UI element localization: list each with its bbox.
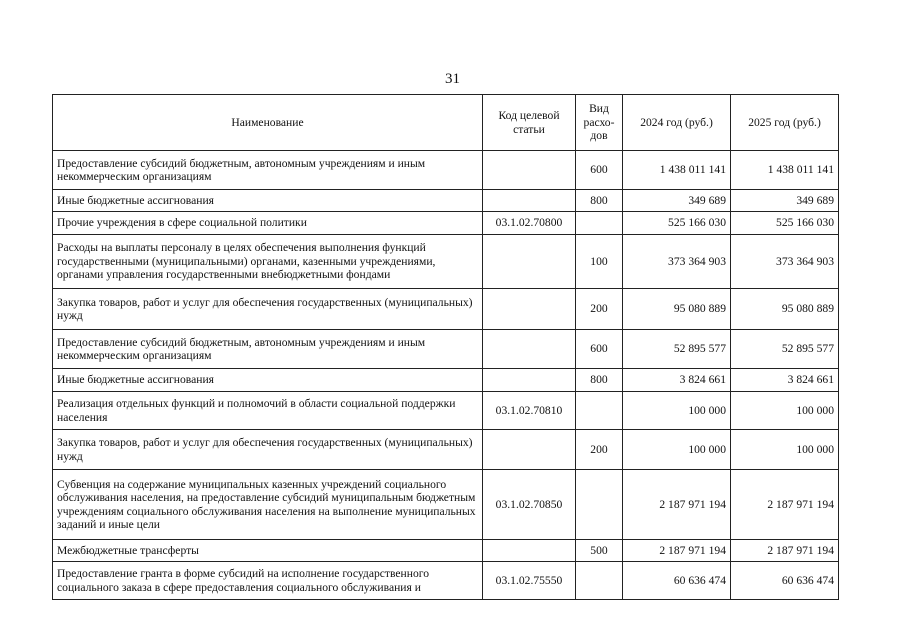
row-name: Субвенция на содержание муниципальных казенных учреждений социального обслуживания населения, на предоставление субсидий муниципальным бюджетным учреждениям социального обслуживания населения на выполнение муниципальных заданий и иные цели (53, 470, 483, 540)
row-2025: 60 636 474 (731, 562, 839, 600)
header-name: Наименование (53, 95, 483, 151)
header-2024: 2024 год (руб.) (623, 95, 731, 151)
row-2024: 1 438 011 141 (623, 151, 731, 190)
table-row (53, 392, 839, 430)
row-code (483, 235, 576, 289)
row-2025: 52 895 577 (731, 330, 839, 369)
row-code: 03.1.02.70810 (483, 392, 576, 430)
row-name: Предоставление субсидий бюджетным, автономным учреждениям и иным некоммерческим организациям (53, 330, 483, 369)
row-kind: 100 (576, 235, 623, 289)
row-name: Иные бюджетные ассигнования (53, 190, 483, 212)
row-kind: 600 (576, 330, 623, 369)
table-row (53, 430, 839, 470)
row-2024: 60 636 474 (623, 562, 731, 600)
row-kind: 600 (576, 151, 623, 190)
table-header-row (53, 95, 839, 151)
table-row (53, 151, 839, 190)
row-code (483, 190, 576, 212)
row-2024: 52 895 577 (623, 330, 731, 369)
row-kind: 200 (576, 430, 623, 470)
header-2025: 2025 год (руб.) (731, 95, 839, 151)
row-kind: 500 (576, 540, 623, 562)
row-2025: 100 000 (731, 430, 839, 470)
table-row (53, 562, 839, 600)
table-row (53, 212, 839, 235)
table-row (53, 369, 839, 392)
row-2025: 373 364 903 (731, 235, 839, 289)
row-2025: 3 824 661 (731, 369, 839, 392)
row-name: Предоставление субсидий бюджетным, автономным учреждениям и иным некоммерческим организациям (53, 151, 483, 190)
table-row (53, 540, 839, 562)
row-2025: 2 187 971 194 (731, 540, 839, 562)
row-2024: 349 689 (623, 190, 731, 212)
budget-table (52, 94, 839, 600)
row-2025: 2 187 971 194 (731, 470, 839, 540)
row-name: Расходы на выплаты персоналу в целях обеспечения выполнения функций государственными (муниципальными) органами, казенными учреждениями, органами управления государственными внебюджетными фондами (53, 235, 483, 289)
row-kind: 800 (576, 369, 623, 392)
row-2025: 1 438 011 141 (731, 151, 839, 190)
row-2025: 525 166 030 (731, 212, 839, 235)
row-code (483, 151, 576, 190)
row-2024: 2 187 971 194 (623, 470, 731, 540)
row-2024: 525 166 030 (623, 212, 731, 235)
row-name: Закупка товаров, работ и услуг для обеспечения государственных (муниципальных) нужд (53, 289, 483, 330)
row-kind: 200 (576, 289, 623, 330)
table-row (53, 190, 839, 212)
row-2024: 100 000 (623, 430, 731, 470)
row-name: Межбюджетные трансферты (53, 540, 483, 562)
row-2024: 100 000 (623, 392, 731, 430)
row-name: Закупка товаров, работ и услуг для обеспечения государственных (муниципальных) нужд (53, 430, 483, 470)
row-2024: 3 824 661 (623, 369, 731, 392)
row-2024: 95 080 889 (623, 289, 731, 330)
row-code (483, 330, 576, 369)
table-row (53, 330, 839, 369)
row-code (483, 540, 576, 562)
row-code: 03.1.02.75550 (483, 562, 576, 600)
row-2025: 100 000 (731, 392, 839, 430)
header-kind: Вид расхо-дов (576, 95, 623, 151)
header-code: Код целевой статьи (483, 95, 576, 151)
row-code: 03.1.02.70800 (483, 212, 576, 235)
row-code: 03.1.02.70850 (483, 470, 576, 540)
row-2025: 349 689 (731, 190, 839, 212)
row-kind: 800 (576, 190, 623, 212)
row-name: Иные бюджетные ассигнования (53, 369, 483, 392)
row-code (483, 369, 576, 392)
row-name: Предоставление гранта в форме субсидий на исполнение государственного социального заказа в сфере предоставления социального обслуживания и (53, 562, 483, 600)
row-name: Реализация отдельных функций и полномочий в области социальной поддержки населения (53, 392, 483, 430)
row-code (483, 289, 576, 330)
row-code (483, 430, 576, 470)
table-row (53, 235, 839, 289)
page-number: 31 (445, 71, 460, 87)
row-kind (576, 562, 623, 600)
row-kind (576, 392, 623, 430)
row-2024: 373 364 903 (623, 235, 731, 289)
row-2024: 2 187 971 194 (623, 540, 731, 562)
row-2025: 95 080 889 (731, 289, 839, 330)
table-row (53, 470, 839, 540)
row-kind (576, 470, 623, 540)
table-row (53, 289, 839, 330)
row-kind (576, 212, 623, 235)
row-name: Прочие учреждения в сфере социальной политики (53, 212, 483, 235)
